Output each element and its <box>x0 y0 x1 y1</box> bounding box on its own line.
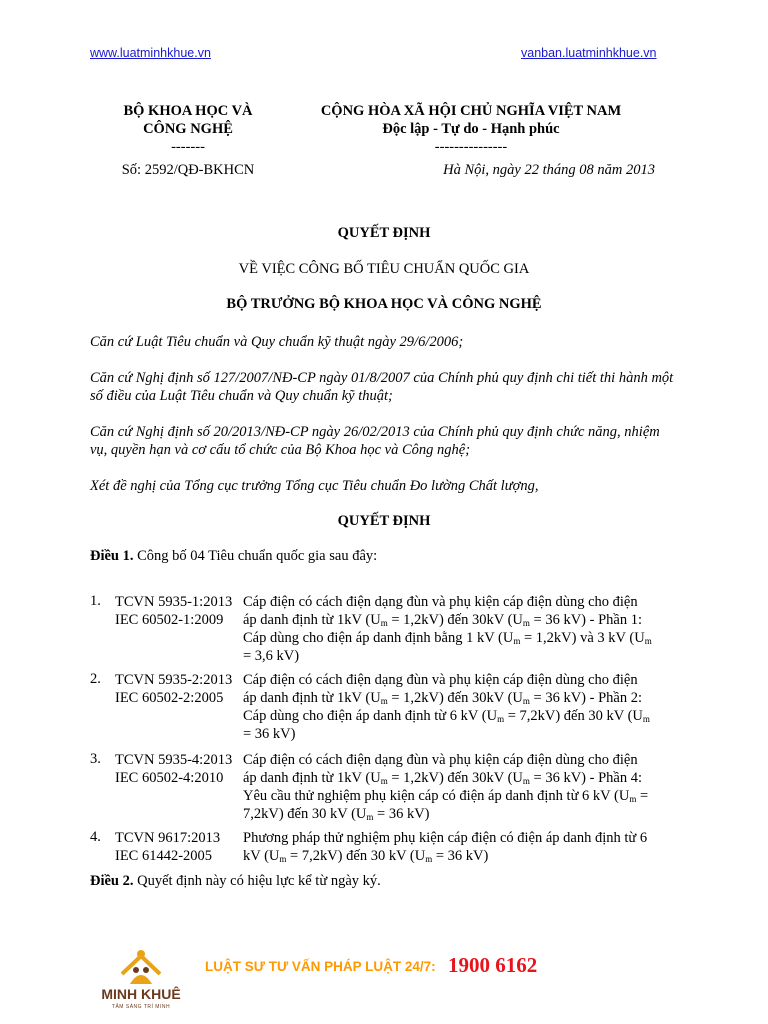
tcvn-code: TCVN 9617:2013 <box>115 830 221 846</box>
basis-paragraph: Căn cứ Nghị định số 20/2013/NĐ-CP ngày 26/02/2013 của Chính phủ quy định chức năng, nhiệm vụ, quyền hạn và cơ cấu tổ chức của Bộ Khoa học và Công nghệ; <box>90 424 660 458</box>
legal-advice-cta: LUẬT SƯ TƯ VẤN PHÁP LUẬT 24/7: <box>205 959 436 974</box>
basis-paragraph: Xét đề nghị của Tổng cục trưởng Tổng cục Tiêu chuẩn Đo lường Chất lượng, <box>90 478 539 494</box>
tcvn-code: TCVN 5935-1:2013 <box>115 594 233 610</box>
nation-line2: Độc lập - Tự do - Hạnh phúc <box>382 121 560 137</box>
document-number: Số: 2592/QĐ-BKHCN <box>121 162 255 178</box>
list-number: 1. <box>90 593 101 609</box>
list-item <box>90 751 690 823</box>
article-1 <box>90 548 690 565</box>
issuing-authority: BỘ TRƯỞNG BỘ KHOA HỌC VÀ CÔNG NGHỆ <box>226 296 542 312</box>
list-number: 3. <box>90 751 101 767</box>
standard-description: Cáp điện có cách điện dạng đùn và phụ kiện cáp điện dùng cho điện áp danh định từ 1kV $(U_m = 1,2kV)$ đến 30kV ($U_m = 36$ kV) - Phần 2: Cáp dùng cho điện áp danh định từ 6 kV $(U_m = 7,2kV)$ đến 30 kV ($U_m = 36$ kV) <box>243 672 650 742</box>
logo-name: MINH KHUÊ <box>101 986 181 1002</box>
logo-tagline: TÂM SÁNG TRÍ MINH <box>111 1004 171 1010</box>
list-number: 4. <box>90 829 101 845</box>
luatminhkhue-link[interactable]: www.luatminhkhue.vn <box>90 46 211 60</box>
standard-codes <box>115 593 240 629</box>
article-2-label: Điều 2. <box>90 873 134 889</box>
article-1-label: Điều 1. <box>90 548 134 564</box>
minh-khue-logo[interactable] <box>92 944 190 1014</box>
list-item <box>90 829 690 865</box>
article-1-text: Công bố 04 Tiêu chuẩn quốc gia sau đây: <box>133 548 378 564</box>
iec-code: IEC 60502-4:2010 <box>115 770 224 786</box>
logo-emblem-icon <box>92 944 190 988</box>
standard-codes <box>115 829 240 865</box>
article-2-text: Quyết định này có hiệu lực kể từ ngày ký. <box>133 873 381 889</box>
document-title: QUYẾT ĐỊNH <box>337 225 431 241</box>
iec-code: IEC 60502-2:2005 <box>115 690 224 706</box>
document-subject: VỀ VIỆC CÔNG BỐ TIÊU CHUẨN QUỐC GIA <box>238 261 530 277</box>
standard-description: Cáp điện có cách điện dạng đùn và phụ kiện cáp điện dùng cho điện áp danh định từ 1kV $(U_m = 1,2kV)$ đến 30kV ($U_m = 36$ kV) - Phần 4: Yêu cầu thử nghiệm phụ kiện cáp có điện áp danh định từ 6 kV $(U_m = 7,2kV)$ đến 30 kV ($U_m = 36$ kV) <box>243 752 649 822</box>
standard-codes <box>115 751 240 787</box>
standard-codes <box>115 671 240 707</box>
issuer-line1: BỘ KHOA HỌC VÀ <box>123 103 253 119</box>
list-item <box>90 671 690 743</box>
standard-description: Phương pháp thử nghiệm phụ kiện cáp điện có điện áp danh định từ 6 kV $(U_m = 7,2kV)$ đến 30 kV ($U_m = 36$ kV) <box>243 830 648 864</box>
issuer-name <box>98 102 278 156</box>
article-2 <box>90 873 690 890</box>
basis-paragraph: Căn cứ Nghị định số 127/2007/NĐ-CP ngày 01/8/2007 của Chính phủ quy định chi tiết thi hành một số điều của Luật Tiêu chuẩn và Quy chuẩn kỹ thuật; <box>90 370 674 404</box>
list-number: 2. <box>90 671 101 687</box>
standard-description: Cáp điện có cách điện dạng đùn và phụ kiện cáp điện dùng cho điện áp danh định từ 1kV $(U_m = 1,2kV)$ đến 30kV ($U_m = 36$ kV) - Phần 1: Cáp dùng cho điện áp danh định bằng 1 kV $(U_m = 1,2kV)$ và 3 kV ($U_m = 3,6$ kV) <box>243 594 652 664</box>
nation-dashes: --------------- <box>434 139 508 155</box>
tcvn-code: TCVN 5935-4:2013 <box>115 752 233 768</box>
tcvn-code: TCVN 5935-2:2013 <box>115 672 233 688</box>
issuer-line2: CÔNG NGHỆ <box>143 121 233 137</box>
list-item <box>90 593 690 665</box>
nation-line1: CỘNG HÒA XÃ HỘI CHỦ NGHĨA VIỆT NAM <box>320 103 622 119</box>
decision-title: QUYẾT ĐỊNH <box>337 513 431 529</box>
vanban-link[interactable]: vanban.luatminhkhue.vn <box>521 46 657 60</box>
issuer-dashes: ------- <box>171 139 205 155</box>
hotline-number[interactable]: 1900 6162 <box>448 953 538 977</box>
iec-code: IEC 60502-1:2009 <box>115 612 224 628</box>
basis-paragraph: Căn cứ Luật Tiêu chuẩn và Quy chuẩn kỹ thuật ngày 29/6/2006; <box>90 334 464 350</box>
iec-code: IEC 61442-2005 <box>115 848 213 864</box>
place-date: Hà Nội, ngày 22 tháng 08 năm 2013 <box>443 162 655 178</box>
national-motto <box>296 102 646 156</box>
